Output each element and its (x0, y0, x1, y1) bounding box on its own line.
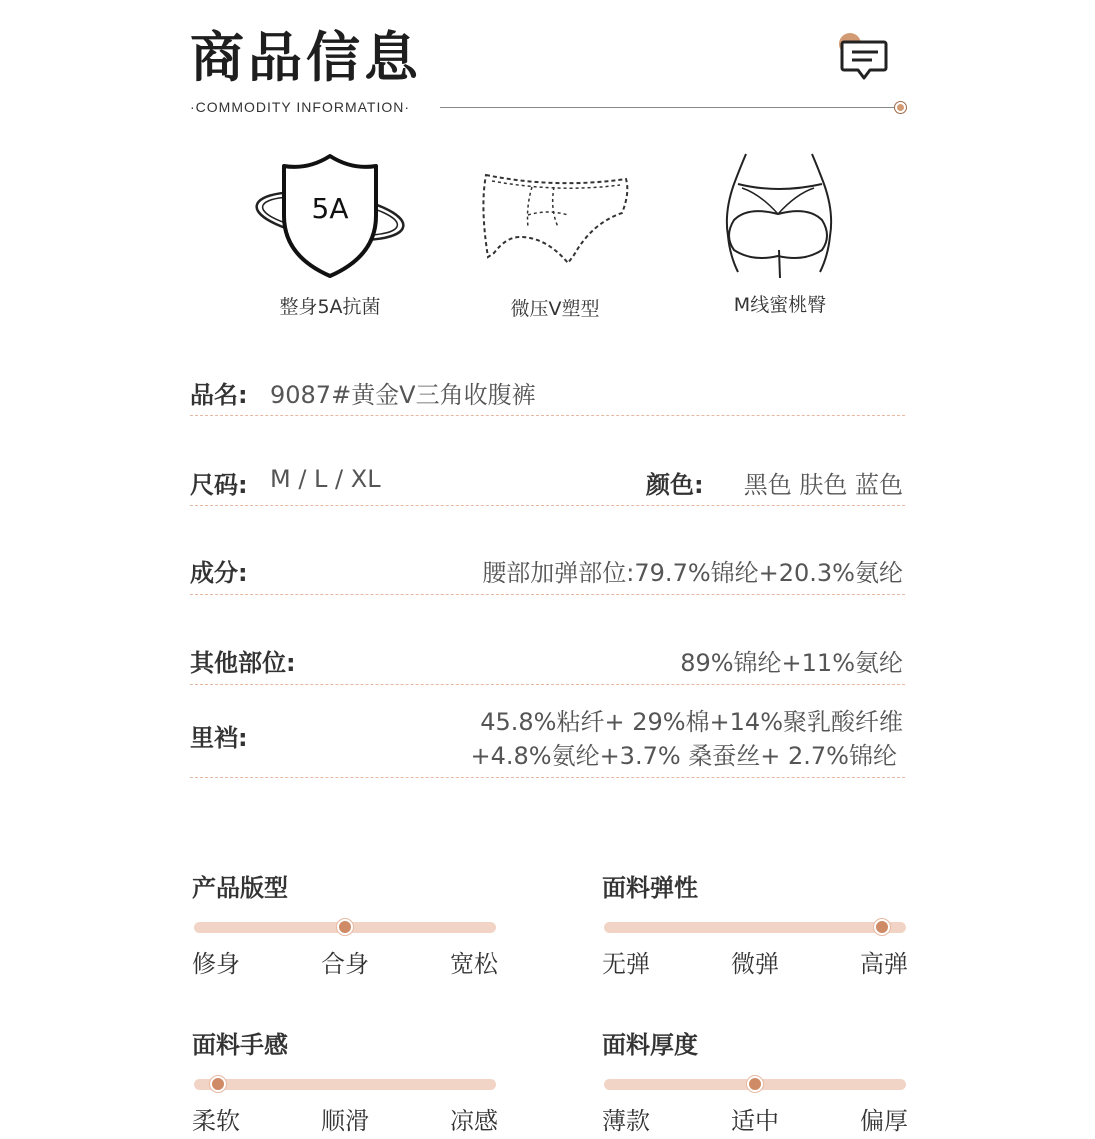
composition-key: 成分: (190, 559, 248, 587)
size-value: M / L / XL (270, 465, 381, 493)
feature-label: M线蜜桃臀 (733, 294, 827, 316)
scale-label: 适中 (731, 1107, 779, 1135)
scale-track (194, 922, 496, 933)
color-value: 黑色 肤色 蓝色 (743, 471, 903, 499)
lining-value-line-1: 45.8%粘纤+ 29%棉+14%聚乳酸纤维 (480, 708, 903, 736)
lining-key: 里裆: (190, 724, 248, 752)
scale-track (194, 1079, 496, 1090)
antibacterial-shield-icon (250, 150, 410, 280)
scale-labels (192, 944, 498, 979)
scale-knob[interactable] (210, 1076, 226, 1092)
feature-label: 微压V塑型 (510, 298, 600, 320)
scale-label: 无弹 (602, 950, 650, 978)
feature-peach-hip (700, 150, 860, 317)
scale-label: 凉感 (450, 1107, 498, 1135)
page-subtitle: ·COMMODITY INFORMATION· (190, 99, 411, 115)
scale-knob[interactable] (747, 1076, 763, 1092)
scale-label: 微弹 (731, 950, 779, 978)
row-product-name (190, 372, 905, 416)
scale-title: 产品版型 (192, 874, 288, 902)
scale-label: 薄款 (602, 1107, 650, 1135)
scale-labels (192, 1101, 498, 1136)
scale-track (604, 922, 906, 933)
row-lining (190, 700, 905, 778)
size-key: 尺码: (190, 471, 248, 499)
scale-track (604, 1079, 906, 1090)
header-divider (440, 107, 898, 108)
feature-v-shape (470, 165, 640, 321)
row-size-color (190, 462, 905, 506)
scale-title: 面料厚度 (602, 1031, 698, 1059)
scale-title: 面料弹性 (602, 874, 698, 902)
scale-knob[interactable] (337, 919, 353, 935)
row-composition (190, 550, 905, 595)
header-divider-dot (895, 102, 906, 113)
other-parts-value: 89%锦纶+11%氨纶 (680, 649, 903, 677)
scale-label: 高弹 (860, 950, 908, 978)
peach-hip-icon (700, 150, 860, 282)
v-shape-briefs-icon (470, 165, 640, 270)
scale-label: 偏厚 (860, 1107, 908, 1135)
feature-label: 整身5A抗菌 (279, 296, 381, 318)
scale-label: 柔软 (192, 1107, 240, 1135)
page-title: 商品信息 (190, 26, 422, 89)
scale-label: 合身 (321, 950, 369, 978)
scale-label: 顺滑 (321, 1107, 369, 1135)
feature-antibacterial (250, 150, 410, 319)
chat-bubble-icon[interactable] (832, 28, 892, 84)
shield-badge-text: 5A (311, 192, 349, 225)
scale-label: 修身 (192, 950, 240, 978)
color-key: 颜色: (646, 471, 704, 499)
scale-label: 宽松 (450, 950, 498, 978)
row-other-parts (190, 640, 905, 685)
composition-value: 腰部加弹部位:79.7%锦纶+20.3%氨纶 (482, 559, 903, 587)
scale-labels (602, 944, 908, 979)
product-name-value: 9087#黄金V三角收腹裤 (270, 381, 536, 409)
other-parts-key: 其他部位: (190, 649, 296, 677)
scale-labels (602, 1101, 908, 1136)
scale-knob[interactable] (874, 919, 890, 935)
lining-value-line-2: +4.8%氨纶+3.7% 桑蚕丝+ 2.7%锦纶 (470, 742, 897, 770)
scale-title: 面料手感 (192, 1031, 288, 1059)
product-name-key: 品名: (190, 381, 248, 409)
